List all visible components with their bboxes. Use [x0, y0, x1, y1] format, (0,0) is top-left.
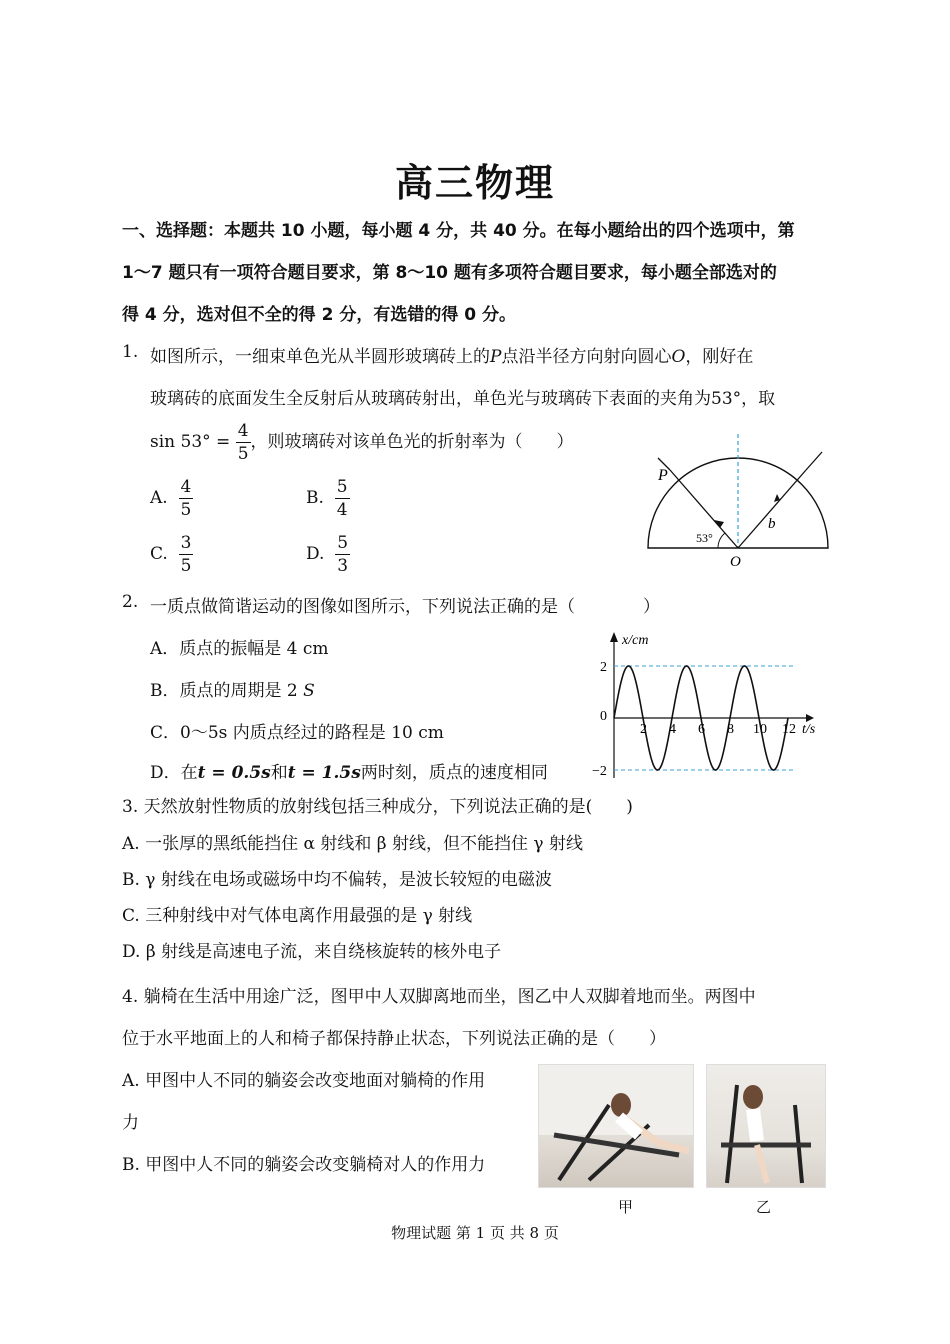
- q2-number: 2.: [122, 592, 139, 612]
- x-tick-label-8: 8: [727, 722, 734, 737]
- page-title: 高三物理: [394, 161, 555, 205]
- q4-option-a-line-2[interactable]: 力: [122, 1113, 139, 1133]
- q2-option-c[interactable]: C．0～5s 内质点经过的路程是 10 cm: [150, 723, 444, 743]
- label-o: O: [730, 554, 741, 570]
- q2-option-d[interactable]: D．在t = 0.5s和t = 1.5s两时刻，质点的速度相同: [150, 763, 548, 783]
- q3-option-b[interactable]: B. γ 射线在电场或磁场中均不偏转，是波长较短的电磁波: [122, 870, 552, 890]
- label-p: P: [658, 467, 668, 484]
- q1-option-c[interactable]: C. $\frac{3}{5}$: [150, 533, 192, 576]
- x-tick-label-6: 6: [698, 722, 705, 737]
- q4-option-b[interactable]: B. 甲图中人不同的躺姿会改变躺椅对人的作用力: [122, 1155, 486, 1175]
- q3-option-d[interactable]: D. β 射线是高速电子流，来自绕核旋转的核外电子: [122, 942, 502, 962]
- page-footer: 物理试题 第 1 页 共 8 页: [391, 1224, 559, 1242]
- q3-option-c[interactable]: C. 三种射线中对气体电离作用最强的是 γ 射线: [122, 906, 473, 926]
- caption-jia: 甲: [618, 1198, 634, 1216]
- q1-semicircle-figure: [640, 430, 840, 570]
- q1-option-a[interactable]: A. $\frac{4}{5}$: [150, 477, 192, 520]
- label-b: b: [768, 516, 776, 532]
- y-tick-label-neg2: −2: [592, 764, 607, 779]
- section-header-line-2: 1～7 题只有一项符合题目要求，第 8～10 题有多项符合题目要求，每小题全部选对的: [122, 263, 777, 283]
- section-header-line-1: 一、选择题：本题共 10 小题，每小题 4 分，共 40 分。在每小题给出的四个选项中，第: [122, 221, 795, 241]
- x-axis-arrow: [806, 714, 814, 722]
- q1-stem-line-3: sin 53° = $\frac{4}{5}$ ，则玻璃砖对该单色光的折射率为（ ）: [150, 421, 574, 464]
- x-tick-label-10: 10: [753, 722, 767, 737]
- y-axis-arrow: [610, 632, 618, 642]
- q4-stem-line-2: 位于水平地面上的人和椅子都保持静止状态，下列说法正确的是（ ）: [122, 1029, 666, 1049]
- photo-yi-recliner: [706, 1064, 826, 1188]
- q2-stem: 一质点做简谐运动的图像如图所示，下列说法正确的是（ ）: [150, 597, 660, 617]
- q1-stem-line-2: 玻璃砖的底面发生全反射后从玻璃砖射出，单色光与玻璃砖下表面的夹角为53°，取: [150, 389, 776, 409]
- photo-jia-recliner: [538, 1064, 694, 1188]
- x-tick-label-12: 12: [782, 722, 796, 737]
- x-tick-label-4: 4: [669, 722, 676, 737]
- q2-option-b[interactable]: B．质点的周期是 2 S: [150, 681, 315, 701]
- q1-option-d[interactable]: D. $\frac{5}{3}$: [306, 533, 349, 576]
- q1-number: 1.: [122, 342, 139, 362]
- section-header-line-3: 得 4 分，选对但不全的得 2 分，有选错的得 0 分。: [122, 305, 516, 325]
- q4-stem-line-1: 4. 躺椅在生活中用途广泛，图甲中人双脚离地而坐，图乙中人双脚着地而坐。两图中: [122, 987, 756, 1007]
- q4-option-a-line-1[interactable]: A. 甲图中人不同的躺姿会改变地面对躺椅的作用: [122, 1071, 486, 1091]
- label-angle: 53°: [696, 531, 713, 545]
- q3-stem: 3. 天然放射性物质的放射线包括三种成分，下列说法正确的是( ): [122, 797, 633, 817]
- y-tick-label-2: 2: [600, 660, 607, 675]
- q2-option-a[interactable]: A．质点的振幅是 4 cm: [150, 639, 329, 659]
- q1-stem-line-1: 如图所示，一细束单色光从半圆形玻璃砖上的P点沿半径方向射向圆心O，刚好在: [150, 347, 754, 367]
- x-axis-label: t/s: [802, 722, 816, 737]
- q3-option-a[interactable]: A. 一张厚的黑纸能挡住 α 射线和 β 射线，但不能挡住 γ 射线: [122, 834, 583, 854]
- q2-oscillation-chart: [588, 628, 838, 783]
- x-tick-label-2: 2: [640, 722, 647, 737]
- caption-yi: 乙: [756, 1198, 772, 1216]
- y-axis-label: x/cm: [622, 633, 649, 648]
- q1-option-b[interactable]: B. $\frac{5}{4}$: [306, 477, 348, 520]
- reflected-ray: [738, 470, 806, 548]
- y-tick-label-0: 0: [600, 709, 607, 724]
